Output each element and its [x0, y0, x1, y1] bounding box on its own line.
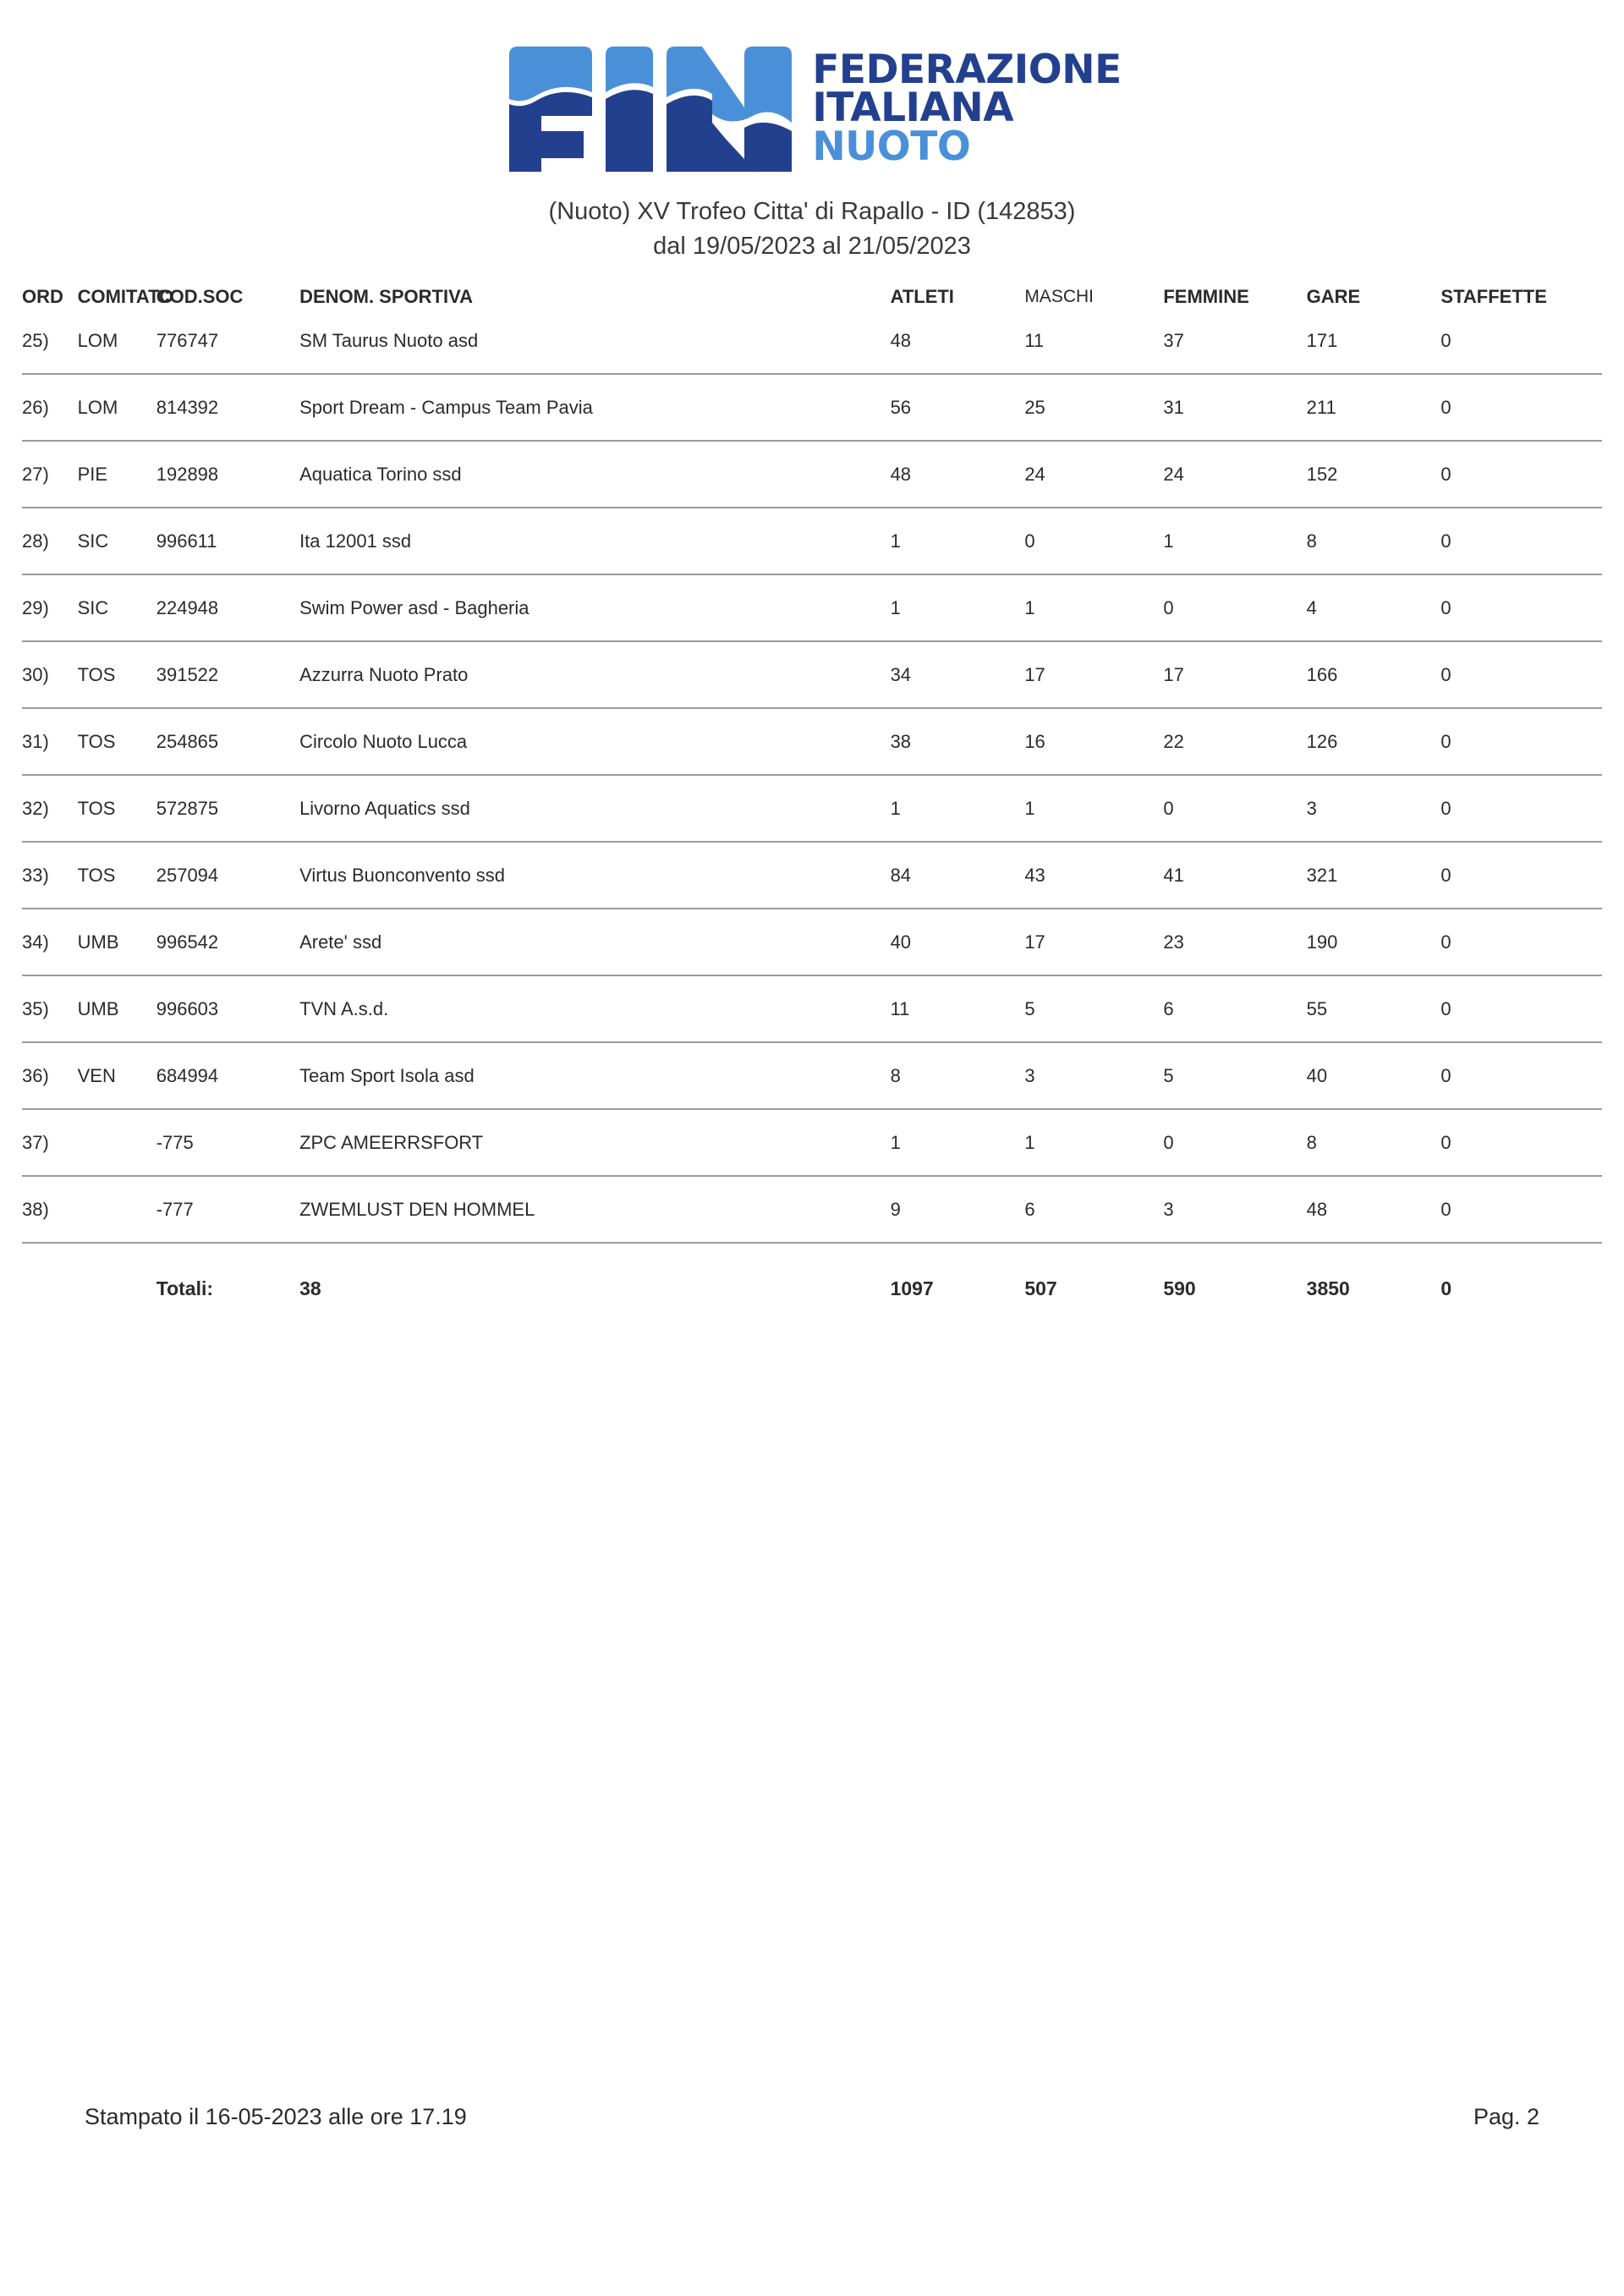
- cell-denom: Livorno Aquatics ssd: [299, 775, 891, 842]
- cell-femmine: 24: [1163, 441, 1306, 508]
- column-header-gare: GARE: [1306, 286, 1361, 308]
- column-header-cod-soc: COD.SOC: [156, 286, 244, 308]
- cell-ord: 29): [22, 574, 78, 641]
- cell-ord: 33): [22, 842, 78, 909]
- column-header-staffette: STAFFETTE: [1440, 286, 1547, 308]
- cell-denom: Arete' ssd: [299, 909, 891, 975]
- cell-cod-soc: 996603: [156, 975, 299, 1042]
- table-header-row: [22, 286, 1602, 308]
- cell-denom: ZPC AMEERRSFORT: [299, 1109, 891, 1176]
- totals-staffette: 0: [1440, 1277, 1452, 1299]
- cell-denom: Azzurra Nuoto Prato: [299, 641, 891, 708]
- table-row: [22, 574, 1602, 641]
- table-totals-row: [22, 1243, 1602, 1321]
- column-header-comitato: COMITATO: [77, 286, 174, 308]
- cell-ord: 28): [22, 508, 78, 574]
- column-header-ord: ORD: [22, 286, 63, 308]
- totals-maschi: 507: [1024, 1277, 1057, 1299]
- cell-femmine: 41: [1163, 842, 1306, 909]
- cell-comitato: LOM: [78, 308, 156, 374]
- cell-ord: 35): [22, 975, 78, 1042]
- cell-denom: Sport Dream - Campus Team Pavia: [299, 374, 891, 441]
- document-title-line1: (Nuoto) XV Trofeo Citta' di Rapallo - ID (142853): [548, 198, 1076, 225]
- cell-gare: 55: [1307, 975, 1441, 1042]
- cell-atleti: 56: [891, 374, 1025, 441]
- cell-staffette: 0: [1440, 1109, 1602, 1176]
- cell-ord: 32): [22, 775, 78, 842]
- document-footer: [0, 2104, 1624, 2130]
- cell-maschi: 5: [1024, 975, 1163, 1042]
- cell-atleti: 1: [891, 1109, 1025, 1176]
- cell-atleti: 1: [891, 574, 1025, 641]
- cell-comitato: VEN: [78, 1042, 156, 1109]
- cell-atleti: 1: [891, 775, 1025, 842]
- cell-atleti: 84: [891, 842, 1025, 909]
- cell-ord: 36): [22, 1042, 78, 1109]
- document-title-line2: dal 19/05/2023 al 21/05/2023: [653, 233, 971, 261]
- cell-comitato: TOS: [78, 775, 156, 842]
- cell-atleti: 1: [891, 508, 1025, 574]
- cell-cod-soc: 192898: [156, 441, 299, 508]
- cell-staffette: 0: [1440, 641, 1602, 708]
- cell-maschi: 6: [1024, 1176, 1163, 1243]
- cell-maschi: 43: [1024, 842, 1163, 909]
- print-timestamp: Stampato il 16-05-2023 alle ore 17.19: [85, 2104, 467, 2129]
- cell-femmine: 6: [1163, 975, 1306, 1042]
- cell-gare: 190: [1307, 909, 1441, 975]
- cell-denom: Aquatica Torino ssd: [299, 441, 891, 508]
- column-header-atleti: ATLETI: [890, 286, 954, 308]
- cell-staffette: 0: [1440, 975, 1602, 1042]
- cell-gare: 48: [1307, 1176, 1441, 1243]
- document-title: [549, 195, 1076, 264]
- cell-maschi: 1: [1024, 574, 1163, 641]
- cell-cod-soc: 572875: [156, 775, 299, 842]
- logo-line-italiana: ITALIANA: [812, 85, 1014, 132]
- cell-cod-soc: 776747: [156, 308, 299, 374]
- cell-staffette: 0: [1440, 374, 1602, 441]
- cell-femmine: 31: [1163, 374, 1306, 441]
- cell-femmine: 0: [1163, 775, 1306, 842]
- cell-atleti: 9: [891, 1176, 1025, 1243]
- table-row: [22, 975, 1602, 1042]
- totals-ord: [22, 1243, 78, 1321]
- cell-cod-soc: 996611: [156, 508, 299, 574]
- cell-ord: 26): [22, 374, 78, 441]
- cell-atleti: 8: [891, 1042, 1025, 1109]
- cell-denom: Ita 12001 ssd: [299, 508, 891, 574]
- cell-comitato: TOS: [78, 708, 156, 775]
- cell-staffette: 0: [1440, 574, 1602, 641]
- table-row: [22, 842, 1602, 909]
- totals-gare: 3850: [1306, 1277, 1350, 1299]
- cell-denom: Swim Power asd - Bagheria: [299, 574, 891, 641]
- cell-gare: 8: [1307, 508, 1441, 574]
- cell-femmine: 22: [1163, 708, 1306, 775]
- cell-comitato: SIC: [78, 508, 156, 574]
- cell-staffette: 0: [1440, 842, 1602, 909]
- table-row: [22, 909, 1602, 975]
- cell-cod-soc: 996542: [156, 909, 299, 975]
- cell-cod-soc: 224948: [156, 574, 299, 641]
- cell-comitato: TOS: [78, 641, 156, 708]
- fin-logo: [502, 41, 1121, 176]
- table-row: [22, 441, 1602, 508]
- cell-staffette: 0: [1440, 708, 1602, 775]
- cell-denom: Circolo Nuoto Lucca: [299, 708, 891, 775]
- cell-femmine: 0: [1163, 1109, 1306, 1176]
- cell-maschi: 17: [1024, 641, 1163, 708]
- cell-staffette: 0: [1440, 508, 1602, 574]
- cell-maschi: 3: [1024, 1042, 1163, 1109]
- totals-atleti: 1097: [890, 1277, 934, 1299]
- table-row: [22, 1176, 1602, 1243]
- fin-logo-wordmark: [812, 47, 1122, 170]
- cell-cod-soc: 684994: [156, 1042, 299, 1109]
- cell-atleti: 38: [891, 708, 1025, 775]
- table-body: [22, 308, 1602, 1321]
- cell-maschi: 11: [1024, 308, 1163, 374]
- totals-femmine: 590: [1163, 1277, 1196, 1299]
- table-row: [22, 775, 1602, 842]
- cell-cod-soc: 257094: [156, 842, 299, 909]
- cell-gare: 211: [1307, 374, 1441, 441]
- cell-denom: SM Taurus Nuoto asd: [299, 308, 891, 374]
- cell-ord: 38): [22, 1176, 78, 1243]
- table-row: [22, 1109, 1602, 1176]
- cell-atleti: 11: [891, 975, 1025, 1042]
- cell-ord: 30): [22, 641, 78, 708]
- societa-report-table: [22, 286, 1602, 1321]
- cell-comitato: SIC: [78, 574, 156, 641]
- table-row: [22, 508, 1602, 574]
- cell-cod-soc: -777: [156, 1176, 299, 1243]
- cell-ord: 34): [22, 909, 78, 975]
- fin-logo-mark: [502, 43, 798, 174]
- cell-comitato: TOS: [78, 842, 156, 909]
- cell-gare: 3: [1307, 775, 1441, 842]
- cell-denom: ZWEMLUST DEN HOMMEL: [299, 1176, 891, 1243]
- cell-denom: TVN A.s.d.: [299, 975, 891, 1042]
- cell-atleti: 48: [891, 441, 1025, 508]
- cell-ord: 25): [22, 308, 78, 374]
- table-row: [22, 641, 1602, 708]
- column-header-denom: DENOM. SPORTIVA: [299, 286, 474, 308]
- cell-comitato: [78, 1109, 156, 1176]
- cell-maschi: 25: [1024, 374, 1163, 441]
- cell-ord: 27): [22, 441, 78, 508]
- page-number: Pag. 2: [1473, 2104, 1539, 2129]
- cell-cod-soc: 814392: [156, 374, 299, 441]
- cell-femmine: 17: [1163, 641, 1306, 708]
- totals-comitato: [78, 1243, 156, 1321]
- cell-comitato: LOM: [78, 374, 156, 441]
- totals-label: Totali:: [156, 1277, 214, 1299]
- cell-femmine: 0: [1163, 574, 1306, 641]
- cell-gare: 40: [1307, 1042, 1441, 1109]
- cell-maschi: 16: [1024, 708, 1163, 775]
- cell-cod-soc: 254865: [156, 708, 299, 775]
- cell-gare: 126: [1307, 708, 1441, 775]
- cell-gare: 152: [1307, 441, 1441, 508]
- cell-femmine: 1: [1163, 508, 1306, 574]
- table-row: [22, 374, 1602, 441]
- cell-femmine: 23: [1163, 909, 1306, 975]
- cell-staffette: 0: [1440, 441, 1602, 508]
- cell-atleti: 34: [891, 641, 1025, 708]
- cell-femmine: 37: [1163, 308, 1306, 374]
- cell-cod-soc: -775: [156, 1109, 299, 1176]
- cell-comitato: [78, 1176, 156, 1243]
- logo-line-nuoto: NUOTO: [812, 123, 971, 170]
- cell-gare: 4: [1307, 574, 1441, 641]
- table-row: [22, 1042, 1602, 1109]
- cell-atleti: 40: [891, 909, 1025, 975]
- table-row: [22, 708, 1602, 775]
- table-header: [22, 286, 1602, 308]
- cell-denom: Team Sport Isola asd: [299, 1042, 891, 1109]
- cell-gare: 171: [1307, 308, 1441, 374]
- cell-maschi: 17: [1024, 909, 1163, 975]
- cell-staffette: 0: [1440, 1042, 1602, 1109]
- cell-comitato: UMB: [78, 975, 156, 1042]
- cell-staffette: 0: [1440, 1176, 1602, 1243]
- cell-cod-soc: 391522: [156, 641, 299, 708]
- report-table-area: [22, 286, 1602, 1321]
- cell-ord: 37): [22, 1109, 78, 1176]
- cell-comitato: PIE: [78, 441, 156, 508]
- cell-maschi: 1: [1024, 1109, 1163, 1176]
- cell-atleti: 48: [891, 308, 1025, 374]
- logo-line-federazione: FEDERAZIONE: [812, 47, 1122, 94]
- table-row: [22, 308, 1602, 374]
- cell-gare: 8: [1307, 1109, 1441, 1176]
- column-header-femmine: FEMMINE: [1163, 286, 1249, 308]
- cell-femmine: 3: [1163, 1176, 1306, 1243]
- cell-maschi: 0: [1024, 508, 1163, 574]
- totals-count: 38: [299, 1277, 321, 1299]
- cell-gare: 321: [1307, 842, 1441, 909]
- cell-femmine: 5: [1163, 1042, 1306, 1109]
- cell-comitato: UMB: [78, 909, 156, 975]
- cell-denom: Virtus Buonconvento ssd: [299, 842, 891, 909]
- cell-staffette: 0: [1440, 308, 1602, 374]
- document-header: [0, 0, 1624, 264]
- cell-maschi: 24: [1024, 441, 1163, 508]
- cell-gare: 166: [1307, 641, 1441, 708]
- cell-staffette: 0: [1440, 909, 1602, 975]
- cell-maschi: 1: [1024, 775, 1163, 842]
- cell-ord: 31): [22, 708, 78, 775]
- column-header-maschi: MASCHI: [1024, 287, 1094, 307]
- cell-staffette: 0: [1440, 775, 1602, 842]
